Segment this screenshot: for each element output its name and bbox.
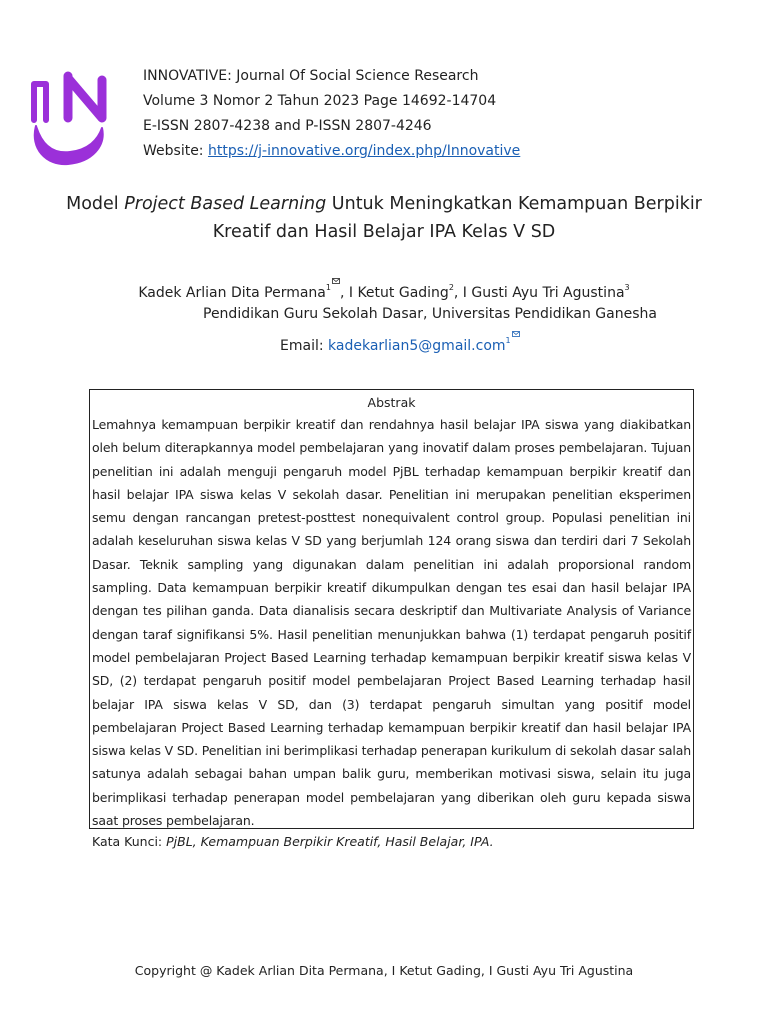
title-part-2: Untuk Meningkatkan Kemampuan Berpikir xyxy=(326,194,702,214)
copyright-footer: Copyright @ Kadek Arlian Dita Permana, I Ketut Gading, I Gusti Ayu Tri Agustina xyxy=(134,963,634,978)
author-1-mark: 1 xyxy=(326,283,340,292)
website-label: Website: xyxy=(143,143,208,159)
author-3: , I Gusti Ayu Tri Agustina xyxy=(453,285,625,301)
email-address[interactable]: kadekarlian5@gmail.com xyxy=(328,338,506,354)
journal-name: INNOVATIVE: Journal Of Social Science Research xyxy=(143,68,479,84)
email-mark: 1 xyxy=(506,336,520,345)
keywords: PjBL, Kemampuan Berpikir Kreatif, Hasil Belajar, IPA. xyxy=(166,834,494,850)
abstract-box xyxy=(89,389,694,850)
journal-logo xyxy=(24,66,110,170)
affiliation: Pendidikan Guru Sekolah Dasar, Universitas Pendidikan Ganesha xyxy=(203,306,657,322)
keywords-label: Kata Kunci: xyxy=(92,834,167,850)
title-part-1: Model xyxy=(66,194,125,214)
paper-title xyxy=(60,190,708,246)
mail-icon xyxy=(512,331,520,337)
author-list xyxy=(40,278,728,305)
website-link[interactable]: https://j-innovative.org/index.php/Innovative xyxy=(207,143,521,159)
abstract-heading: Abstrak xyxy=(367,395,416,410)
email-line xyxy=(280,331,520,358)
title-line-1 xyxy=(60,190,708,218)
keywords-line xyxy=(92,832,691,852)
author-2-mark: 2 xyxy=(448,283,454,292)
abstract-body: Lemahnya kemampuan berpikir kreatif dan rendahnya hasil belajar IPA siswa yang diakibatkan oleh belum diterapkannya model pembelajaran yang inovatif dalam proses pembelajaran. Tujuan penelitian ini adalah menguji pengaruh model PjBL terhadap kemampuan berpikir kreatif dan hasil belajar IPA siswa kelas V sekolah dasar. Penelitian ini merupakan penelitian eksperimen semu dengan rancangan pretest-posttest nonequivalent control group. Populasi penelitian ini adalah keseluruhan siswa kelas V SD yang berjumlah 124 orang siswa dan terdiri dari 7 Sekolah Dasar. Teknik sampling yang digunakan dalam penelitian ini adalah proporsional random sampling. Data kemampuan berpikir kreatif dikumpulkan dengan tes esai dan hasil belajar IPA dengan tes pilihan ganda. Data dianalisis secara deskriptif dan Multivariate Analysis of Variance dengan taraf signifikansi 5%. Hasil penelitian menunjukkan bahwa (1) terdapat pengaruh positif model pembelajaran Project Based Learning terhadap kemampuan berpikir kreatif siswa kelas V SD, (2) terdapat pengaruh positif model pembelajaran Project Based Learning terhadap hasil belajar IPA siswa kelas V SD, dan (3) terdapat pengaruh simultan yang positif model pembelajaran Project Based Learning terhadap kemampuan berpikir kreatif dan hasil belajar IPA siswa kelas V SD. Penelitian ini berimplikasi terhadap penerapan kurikulum di sekolah dasar salah satunya adalah sebagai bahan umpan balik guru, memberikan motivasi siswa, selain itu juga berimplikasi terhadap penerapan model pembelajaran yang diberikan oleh guru kepada siswa saat proses pembelajaran. xyxy=(92,417,691,829)
journal-volume: Volume 3 Nomor 2 Tahun 2023 Page 14692-14704 xyxy=(143,93,497,109)
title-line-2: Kreatif dan Hasil Belajar IPA Kelas V SD xyxy=(212,222,556,242)
journal-issn: E-ISSN 2807-4238 and P-ISSN 2807-4246 xyxy=(143,118,432,134)
email-label: Email: xyxy=(280,338,329,354)
author-3-mark: 3 xyxy=(624,283,630,292)
author-2: , I Ketut Gading xyxy=(339,285,449,301)
author-1: Kadek Arlian Dita Permana xyxy=(138,285,326,301)
title-italic: Project Based Learning xyxy=(124,194,327,214)
mail-icon xyxy=(332,278,340,284)
journal-website xyxy=(143,139,520,164)
journal-info xyxy=(143,64,520,164)
